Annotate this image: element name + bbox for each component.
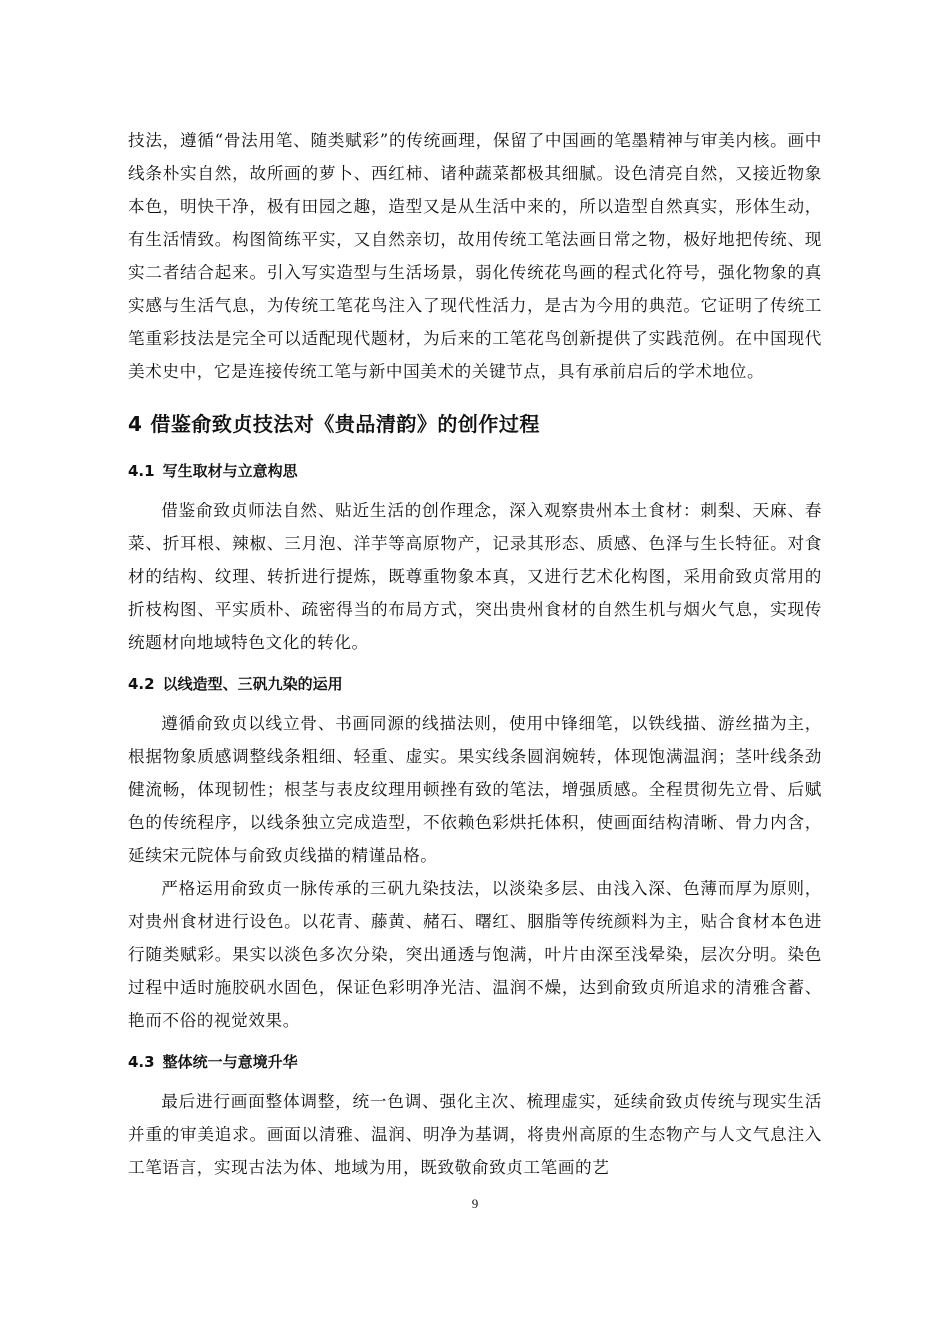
paragraph-4-2-2: 严格运用俞致贞一脉传承的三矾九染技法，以淡染多层、由浅入深、色薄而厚为原则，对贵州食材进行设色。以花青、藤黄、赭石、曙红、胭脂等传统颜料为主，贴合食材本色进行随类赋彩。果实以淡色多次分染，突出通透与饱满，叶片由深至浅晕染，层次分明。染色过程中适时施胶矾水固色，保证色彩明净光洁、温润不燥，达到俞致贞所追求的清雅含蓄、艳而不俗的视觉效果。 xyxy=(128,879,822,1030)
subsection-number: 4.2 xyxy=(128,675,155,693)
section-title: 借鉴俞致贞技法对《贵品清韵》的创作过程 xyxy=(150,412,540,436)
subsection-number: 4.1 xyxy=(128,462,155,480)
page-number: 9 xyxy=(471,1196,479,1211)
section-number: 4 xyxy=(128,412,143,436)
subsection-heading-4-3 xyxy=(128,1047,822,1077)
section-heading-4 xyxy=(128,409,822,439)
subsection-title: 写生取材与立意构思 xyxy=(162,462,298,480)
intro-paragraph: 技法，遵循“骨法用笔、随类赋彩”的传统画理，保留了中国画的笔墨精神与审美内核。画中线条朴实自然，故所画的萝卜、西红柿、诸种蔬菜都极其细腻。设色清亮自然，又接近物象本色，明快干净，极有田园之趣，造型又是从生活中来的，所以造型自然真实，形体生动，有生活情致。构图简练平实，又自然亲切，故用传统工笔法画日常之物，极好地把传统、现实二者结合起来。引入写实造型与生活场景，弱化传统花鸟画的程式化符号，强化物象的真实感与生活气息，为传统工笔花鸟注入了现代性活力，是古为今用的典范。它证明了传统工笔重彩技法是完全可以适配现代题材，为后来的工笔花鸟创新提供了实践范例。在中国现代美术史中，它是连接传统工笔与新中国美术的关键节点，具有承前启后的学术地位。 xyxy=(128,131,822,381)
subsection-title: 整体统一与意境升华 xyxy=(162,1053,298,1071)
paragraph-4-3-1: 最后进行画面整体调整，统一色调、强化主次、梳理虚实，延续俞致贞传统与现实生活并重的审美追求。画面以清雅、温润、明净为基调，将贵州高原的生态物产与人文气息注入工笔语言，实现古法为体、地域为用，既致敬俞致贞工笔画的艺 xyxy=(128,1092,822,1177)
subsection-number: 4.3 xyxy=(128,1053,155,1071)
subsection-heading-4-1 xyxy=(128,456,822,486)
subsection-title: 以线造型、三矾九染的运用 xyxy=(162,675,343,693)
paragraph-4-1-1: 借鉴俞致贞师法自然、贴近生活的创作理念，深入观察贵州本土食材：刺梨、天麻、春菜、折耳根、辣椒、三月泡、洋芋等高原物产，记录其形态、质感、色泽与生长特征。对食材的结构、纹理、转折进行提炼，既尊重物象本真，又进行艺术化构图，采用俞致贞常用的折枝构图、平实质朴、疏密得当的布局方式，突出贵州食材的自然生机与烟火气息，实现传统题材向地域特色文化的转化。 xyxy=(128,501,822,652)
paragraph-4-2-1: 遵循俞致贞以线立骨、书画同源的线描法则，使用中锋细笔，以铁线描、游丝描为主，根据物象质感调整线条粗细、轻重、虚实。果实线条圆润婉转，体现饱满温润；茎叶线条劲健流畅，体现韧性；根茎与表皮纹理用顿挫有致的笔法，增强质感。全程贯彻先立骨、后赋色的传统程序，以线条独立完成造型，不依赖色彩烘托体积，使画面结构清晰、骨力内含，延续宋元院体与俞致贞线描的精谨品格。 xyxy=(128,714,822,865)
page-body xyxy=(128,124,822,1184)
subsection-heading-4-2 xyxy=(128,669,822,699)
